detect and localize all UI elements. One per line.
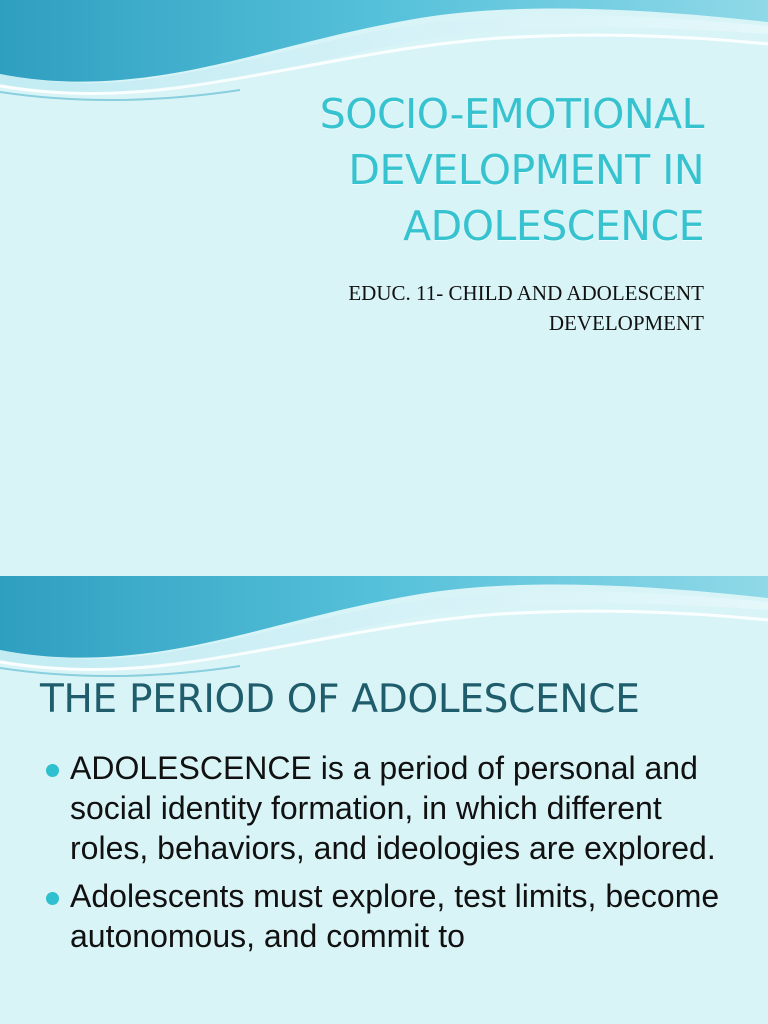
- title-line: SOCIO-EMOTIONAL: [319, 90, 704, 138]
- bullet-item: [44, 876, 744, 956]
- bullet-list: [44, 748, 744, 964]
- subtitle-line: EDUC. 11- CHILD AND ADOLESCENT: [348, 281, 704, 305]
- bullet-item: [44, 748, 744, 868]
- filled-circle-bullet-icon: [46, 764, 59, 777]
- subtitle-line: DEVELOPMENT: [548, 311, 704, 335]
- title-line: ADOLESCENCE: [403, 202, 704, 250]
- title-line: DEVELOPMENT IN: [348, 146, 704, 194]
- bullet-text: Adolescents must explore, test limits, become autonomous, and commit to: [70, 878, 720, 954]
- slide-2: [0, 576, 768, 1024]
- filled-circle-bullet-icon: [46, 892, 59, 905]
- slide-subtitle: [144, 278, 704, 338]
- slide-heading: THE PERIOD OF ADOLESCENCE: [40, 677, 640, 722]
- bullet-text: ADOLESCENCE is a period of personal and social identity formation, in which different roles, behaviors, and ideologies are explored.: [70, 750, 716, 866]
- slide-title: [144, 86, 704, 254]
